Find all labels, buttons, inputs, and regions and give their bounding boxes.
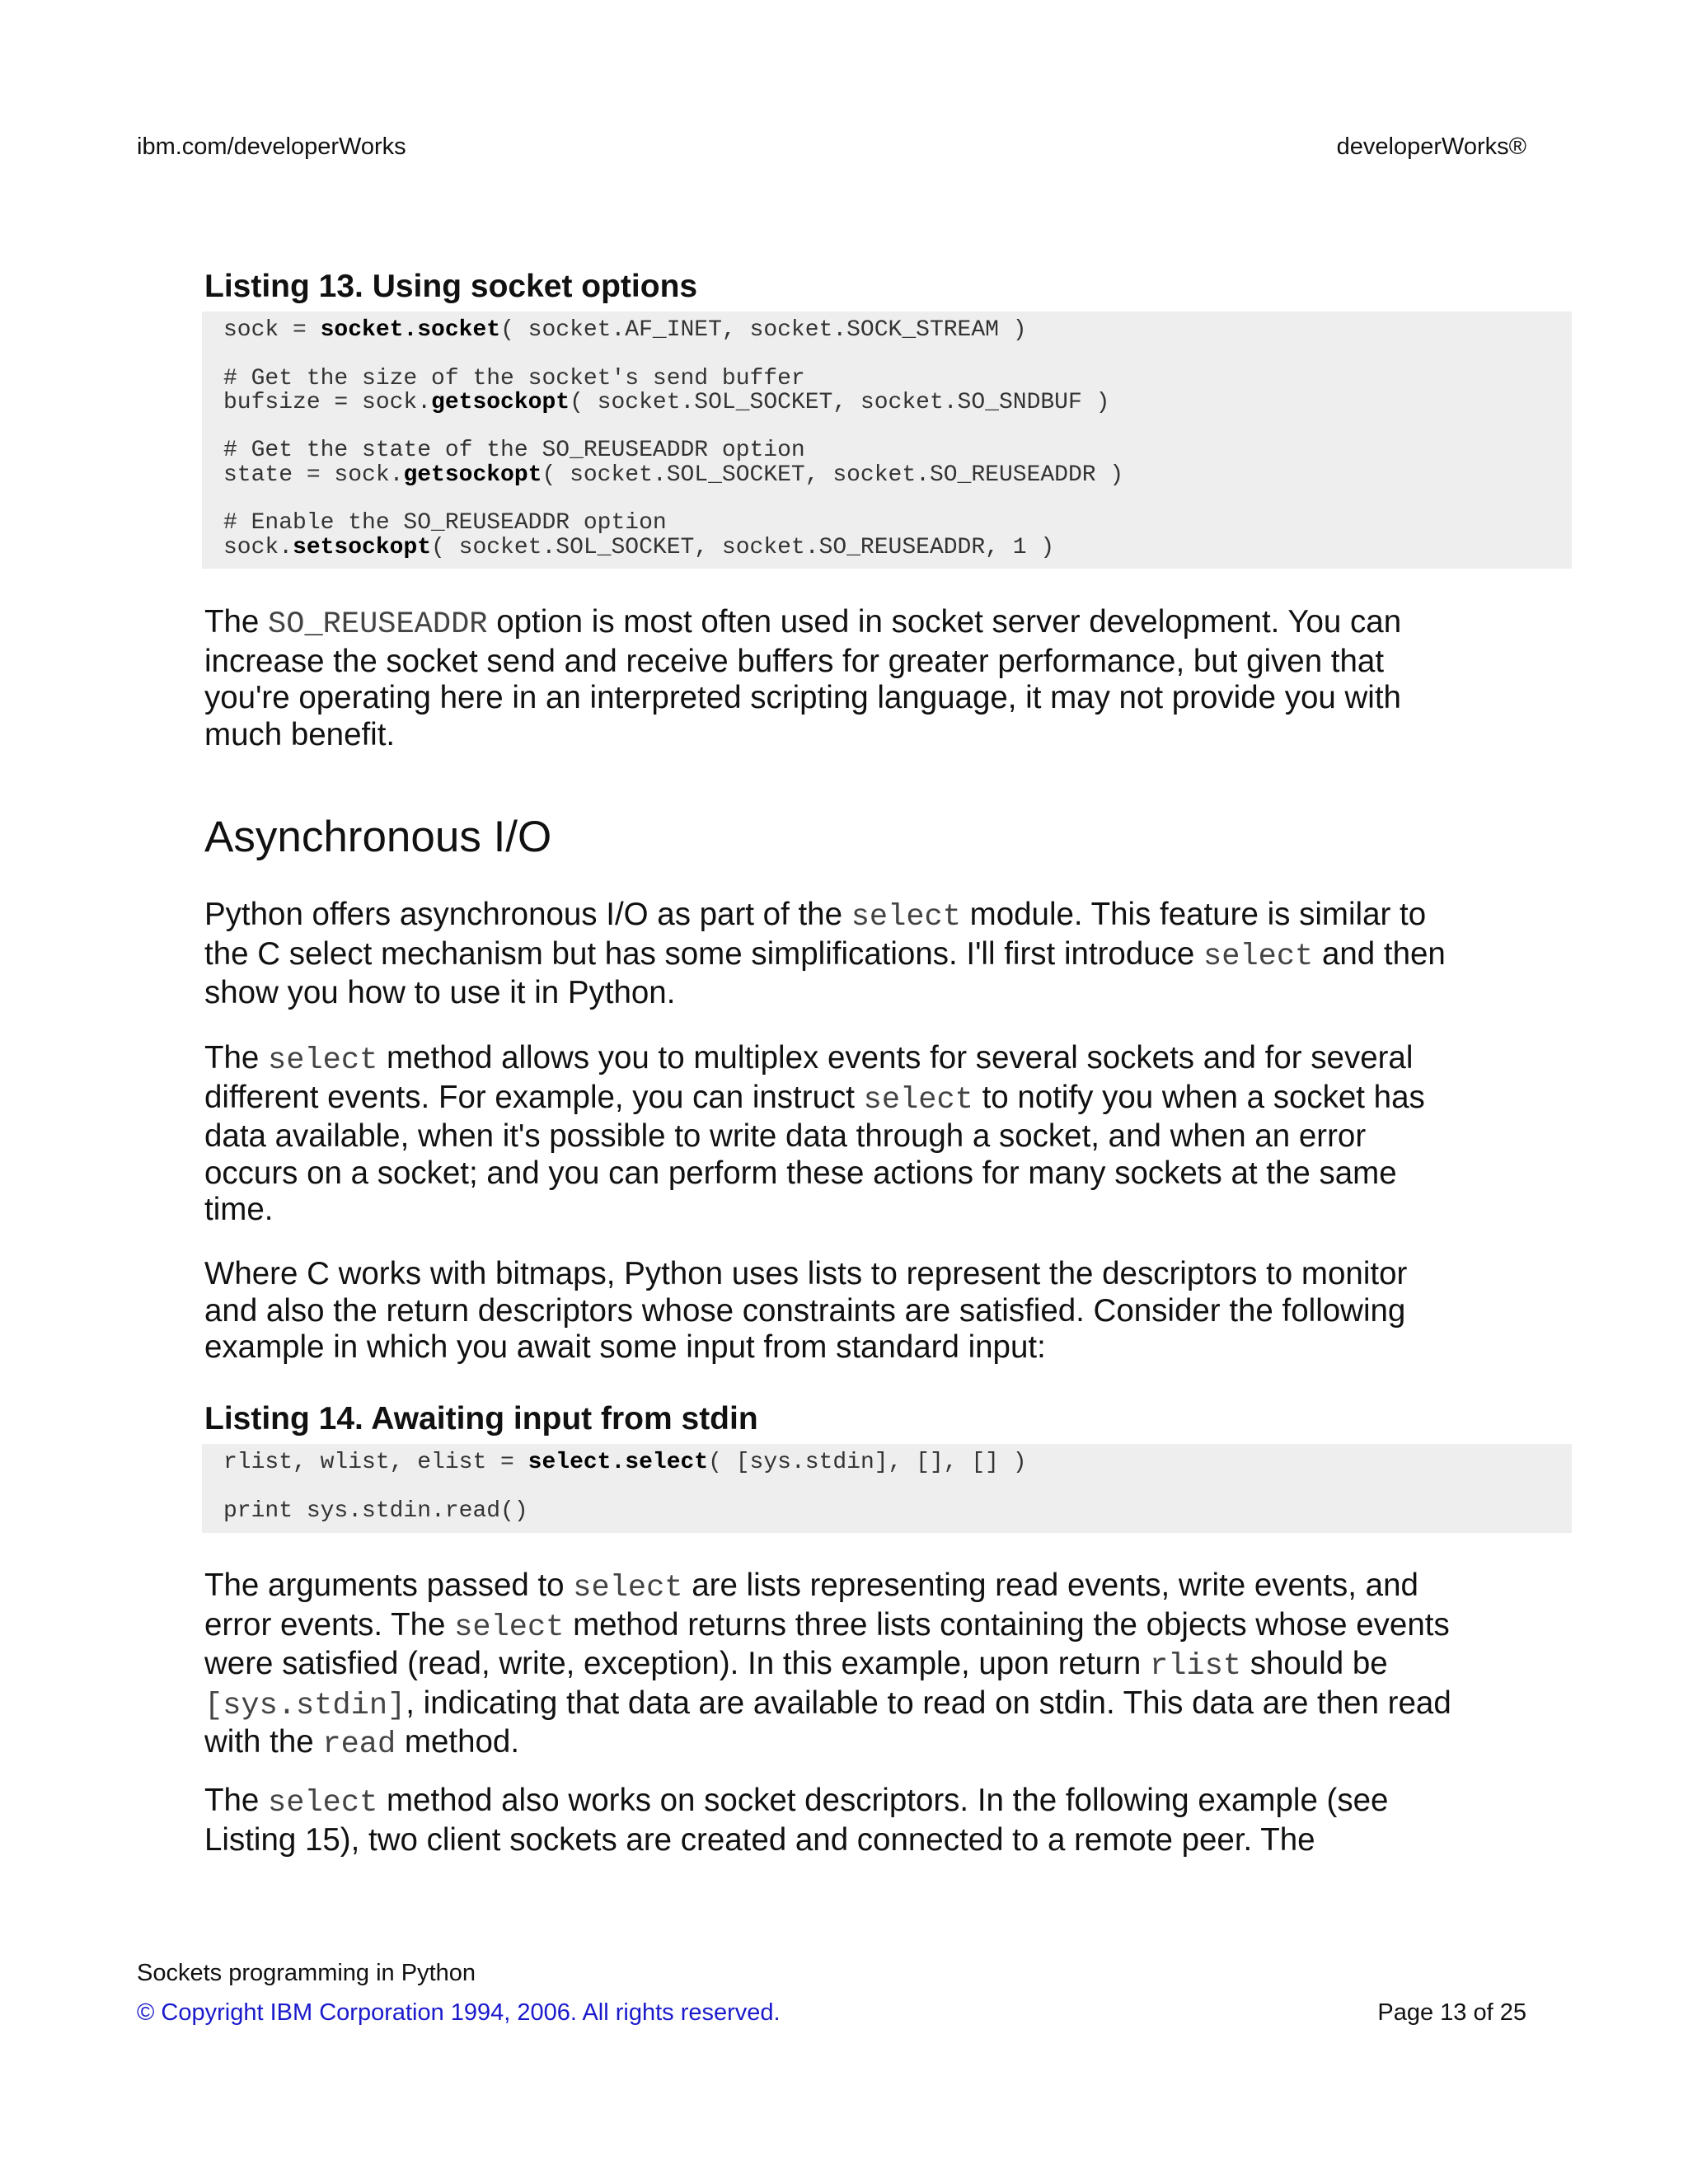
code-line: sock.setsockopt( socket.SOL_SOCKET, socket.SO_REUSEADDR, 1 ): [223, 534, 1055, 560]
paragraph-socket-descriptors: The select method also works on socket descriptors. In the following example (see Listing 15), two client sockets are created and connected to a remote peer. The: [204, 1783, 1389, 1858]
listing-14-title: Listing 14. Awaiting input from stdin: [204, 1401, 758, 1436]
code-line: # Enable the SO_REUSEADDR option: [223, 510, 667, 537]
code-line: rlist, wlist, elist = select.select( [sys.stdin], [], [] ): [223, 1450, 1027, 1475]
code-blank-line: [223, 487, 1572, 511]
code-blank-line: [223, 1474, 1572, 1498]
listing-13-title: Listing 13. Using socket options: [204, 269, 698, 304]
paragraph-async-intro: Python offers asynchronous I/O as part of the select module. This feature is similar to the C select mechanism but has some simplifications. I'll first introduce select and then show you how to use it in Python.: [204, 897, 1446, 1010]
inline-code: select: [1203, 939, 1314, 974]
code-line: # Get the size of the socket's send buffer: [223, 365, 805, 391]
listing-13-code: [202, 312, 1572, 569]
listing-14-code: [202, 1444, 1572, 1533]
page-header-right: developerWorks®: [1336, 134, 1526, 160]
inline-code: select: [851, 900, 961, 935]
inline-code: select: [268, 1043, 378, 1078]
code-line: sock = socket.socket( socket.AF_INET, socket.SOCK_STREAM ): [223, 317, 1027, 343]
footer-copyright-link[interactable]: © Copyright IBM Corporation 1994, 2006. All rights reserved.: [137, 1999, 781, 2026]
code-line: bufsize = sock.getsockopt( socket.SOL_SOCKET, socket.SO_SNDBUF ): [223, 389, 1110, 415]
code-blank-line: [223, 342, 1572, 366]
inline-code: read: [322, 1727, 396, 1762]
paragraph-select-arguments: The arguments passed to select are lists representing read events, write events, and error events. The select method returns three lists containing the objects whose events were satisfied (read, write, exception). In this example, upon return rlist should be [sys.stdin], indicating that data are available to read on stdin. This data are then read with the read method.: [204, 1568, 1451, 1762]
paragraph-bitmaps: Where C works with bitmaps, Python uses lists to represent the descriptors to monitor and also the return descriptors whose constraints are satisfied. Consider the following example in which you await some input from standard input:: [204, 1256, 1408, 1365]
footer-document-title: Sockets programming in Python: [137, 1960, 476, 1986]
section-title-async-io: Asynchronous I/O: [204, 813, 552, 861]
footer-page-number: Page 13 of 25: [1377, 1999, 1526, 2026]
inline-code: SO_REUSEADDR: [268, 607, 488, 642]
paragraph-so-reuseaddr: The SO_REUSEADDR option is most often used in socket server development. You can increase the socket send and receive buffers for greater performance, but given that you're operating here in an interpreted scripting language, it may not provide you with much benefit.: [204, 604, 1402, 752]
code-line: # Get the state of the SO_REUSEADDR option: [223, 438, 805, 464]
code-line: state = sock.getsockopt( socket.SOL_SOCKET, socket.SO_REUSEADDR ): [223, 462, 1124, 488]
inline-code: select: [268, 1786, 378, 1821]
inline-code: [sys.stdin]: [204, 1688, 406, 1723]
code-blank-line: [223, 415, 1572, 438]
code-line: print sys.stdin.read(): [223, 1497, 528, 1524]
inline-code: select: [863, 1082, 973, 1118]
inline-code: select: [573, 1571, 683, 1605]
inline-code: select: [454, 1610, 565, 1645]
page-header-left: ibm.com/developerWorks: [137, 134, 406, 160]
inline-code: rlist: [1150, 1649, 1242, 1684]
paragraph-select-method: The select method allows you to multiplex events for several sockets and for several different events. For example, you can instruct select to notify you when a socket has data available, when it's possible to write data through a socket, and when an error occurs on a socket; and you can perform these actions for many sockets at the same time.: [204, 1040, 1425, 1227]
